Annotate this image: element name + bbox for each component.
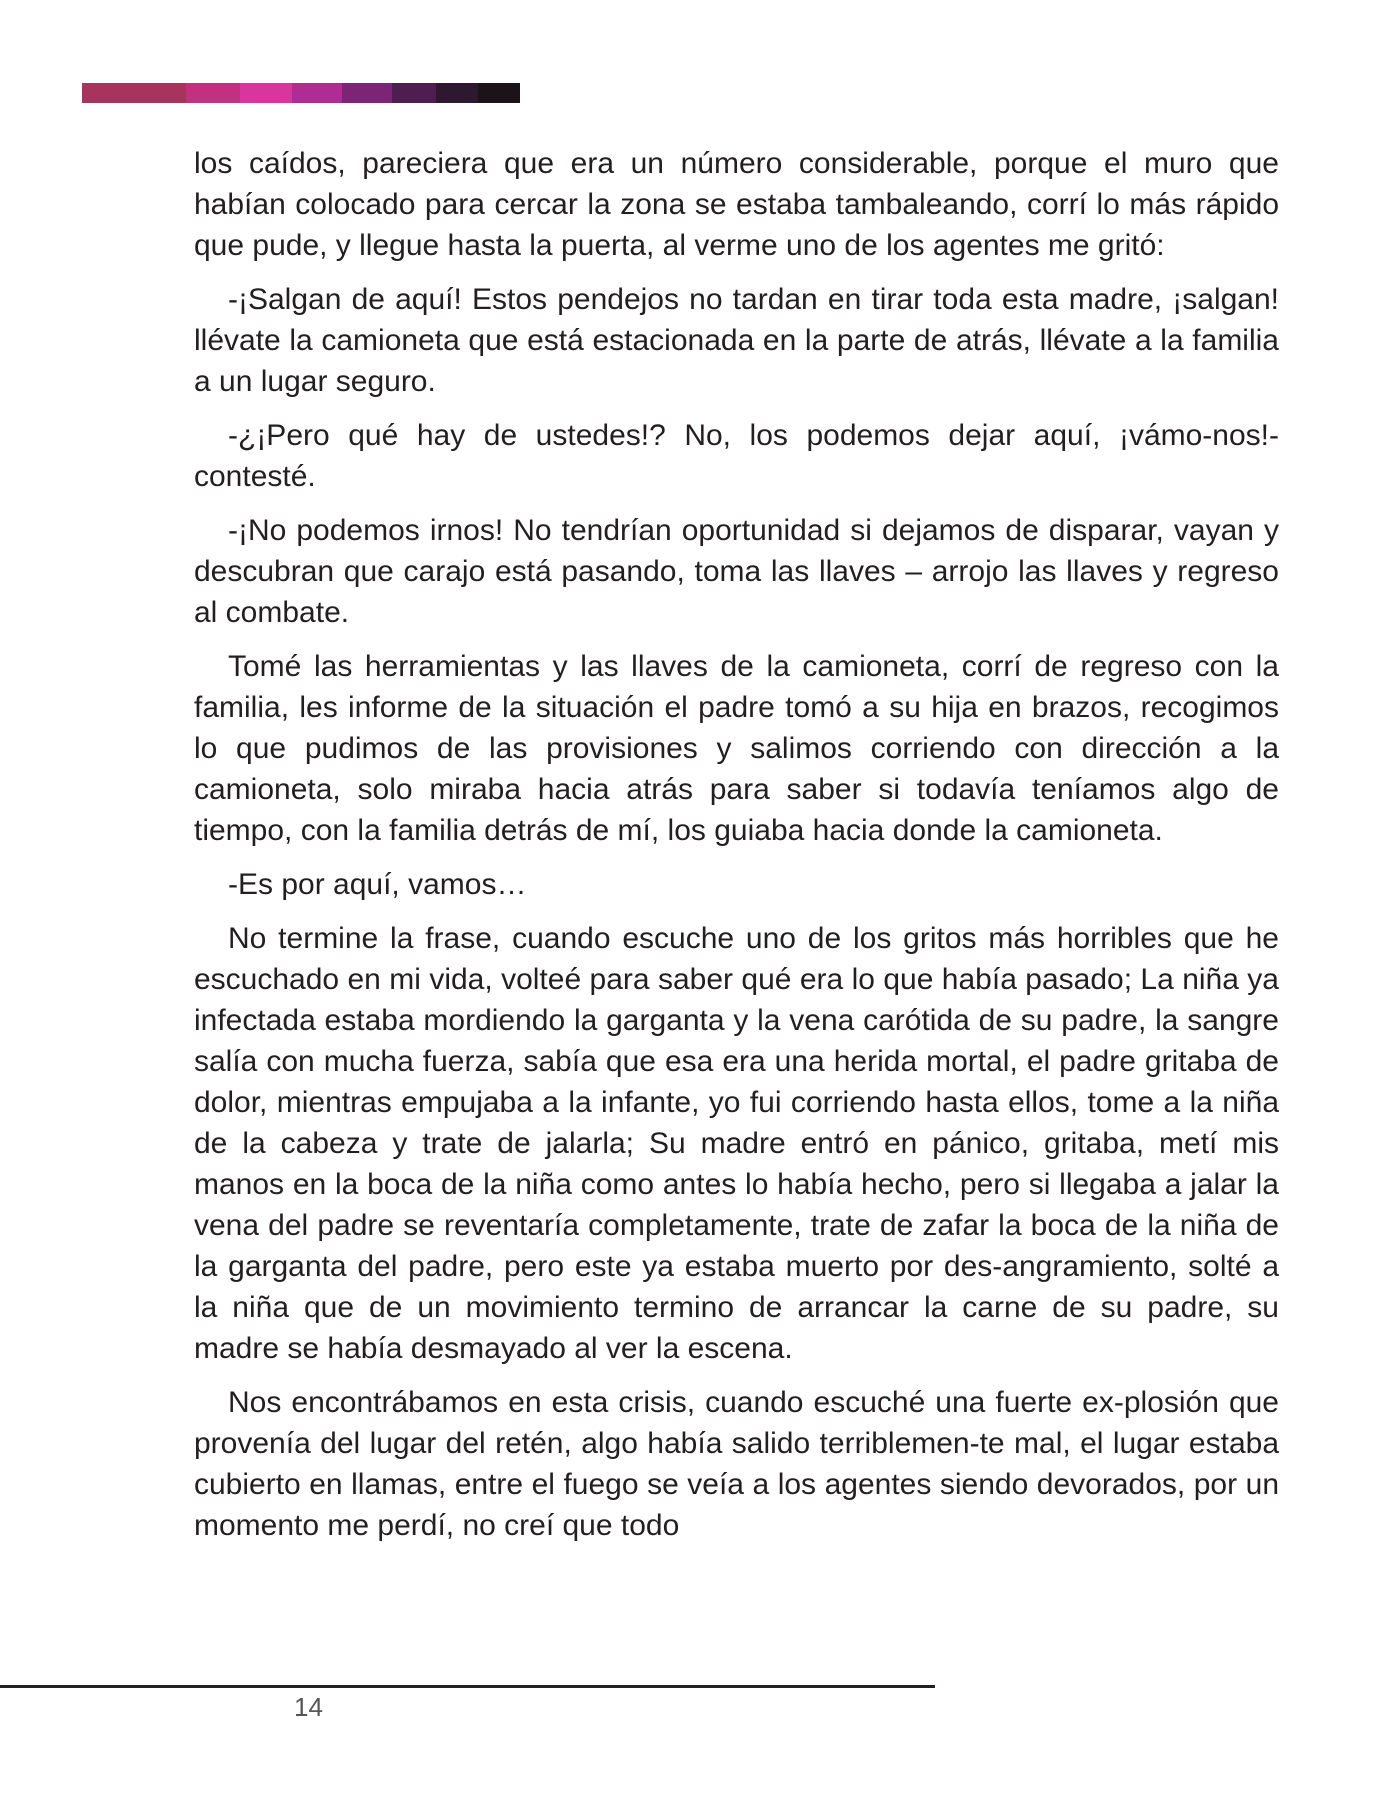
paragraph: No termine la frase, cuando escuche uno de los gritos más horribles que he escuchado en mi vida, volteé para saber qué era lo que había pasado; La niña ya infectada estaba mordiendo la garganta y la vena carótida de su padre, la sangre salía con mucha fuerza, sabía que esa era una herida mortal, el padre gritaba de dolor, mientras empujaba a la infante, yo fui corriendo hasta ellos, tome a la niña de la cabeza y trate de jalarla; Su madre entró en pánico, gritaba, metí mis manos en la boca de la niña como antes lo había hecho, pero si llegaba a jalar la vena del padre se reventaría completamente, trate de zafar la boca de la niña de la garganta del padre, pero este ya estaba muerto por des-angramiento, solté a la niña que de un movimiento termino de arrancar la carne de su padre, su madre se había desmayado al ver la escena. [194,922,1279,1365]
page-number: 14 [294,1692,323,1722]
paragraph: -¡Salgan de aquí! Estos pendejos no tardan en tirar toda esta madre, ¡salgan! llévate la camioneta que está estacionada en la parte de atrás, llévate a la familia a un lugar seguro. [194,283,1279,398]
color-bar-segment [436,83,478,103]
paragraph: -¡No podemos irnos! No tendrían oportunidad si dejamos de disparar, vayan y descubran que carajo está pasando, toma las llaves – arrojo las llaves y regreso al combate. [194,514,1279,629]
color-bar-segment [392,83,436,103]
footer-rule [0,1685,935,1688]
color-bar-segment [240,83,292,103]
color-bar-segment [342,83,392,103]
color-bar-segment [82,83,186,103]
paragraph: -¿¡Pero qué hay de ustedes!? No, los podemos dejar aquí, ¡vámo-nos!-contesté. [194,419,1279,493]
paragraph: -Es por aquí, vamos… [228,868,527,901]
paragraph: los caídos, pareciera que era un número considerable, porque el muro que habían colocado para cercar la zona se estaba tambaleando, corrí lo más rápido que pude, y llegue hasta la puerta, al verme uno de los agentes me gritó: [194,147,1279,262]
body-text [194,143,1279,1559]
color-bar-segment [186,83,240,103]
color-bar-segment [292,83,342,103]
decorative-color-bar [82,83,520,103]
paragraph: Nos encontrábamos en esta crisis, cuando escuché una fuerte ex-plosión que provenía del lugar del retén, algo había salido terriblemen-te mal, el lugar estaba cubierto en llamas, entre el fuego se veía a los agentes siendo devorados, por un momento me perdí, no creí que todo [194,1386,1279,1542]
color-bar-segment [478,83,520,103]
paragraph: Tomé las herramientas y las llaves de la camioneta, corrí de regreso con la familia, les informe de la situación el padre tomó a su hija en brazos, recogimos lo que pudimos de las provisiones y salimos corriendo con dirección a la camioneta, solo miraba hacia atrás para saber si todavía teníamos algo de tiempo, con la familia detrás de mí, los guiaba hacia donde la camioneta. [194,650,1279,847]
